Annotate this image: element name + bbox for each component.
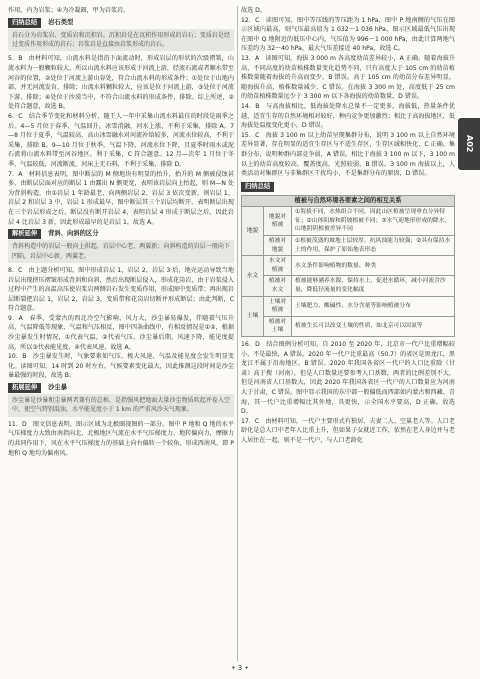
summary-box-rock-types: [8, 18, 234, 52]
right-column: [241, 6, 455, 446]
box-body: 背斜构造中的岩层一般向上拱起，岩层中心老，两翼新；向斜构造的岩层一般向下凹陷，岩层中心新，两翼老。: [12, 243, 230, 260]
answer-16: 16．D 结合图例分析可知，自 2010 至 2020 年，北京市一代户比重增幅较小，不是最快，A 错误。2020 年一代户比重最高（50.7）的省区是黑龙江，黑龙江不属于沿海地区，B 错误。2020 年我国各省区一代户的人口比重除（甘肃）高于搜（河南），但是人口数量还要参考人口基数，两者的比例差别不大，但是河南省人口基数大，因此 2020 年我国各省区一代户的人口数量应为河南大于甘肃，C 错误。图中显示我国的东中部一般偏低而西部如内蒙古和西藏、青海，其一代户比重增幅比其外地，具更快，示全国水平要高，D 正确。故选 D。: [241, 341, 455, 416]
table-subcategory: 地貌对植被: [264, 207, 292, 236]
table-subcategory: 植被对地貌: [264, 236, 292, 256]
left-column: [8, 6, 234, 458]
answer-13: 13．A 读图可知，海拔 3 000 m 各高度幼苗差异较小，A 正确。随着海拔升高，不同高度的幼苗植株数量变化趋势不同，只有高度大于 105 cm 的幼苗植株数量随着海拔的升高而变少，B 错误。高于 105 cm 的幼苗分布差异明显，随海拔升高，植株数量减少，C 错误。在海拔 3 300 m 处，高度低于 25 cm 的幼苗植株数量远少于 3 300 m 以下各海拔的幼苗数量，D 错误。: [241, 54, 455, 101]
table-cell: 植被生长可以改变土壤的性质，如北京可以固氮等: [292, 316, 455, 336]
table-row: [242, 207, 455, 236]
box-title: 沙尘暴: [48, 384, 68, 392]
table-row: [242, 256, 455, 276]
answer-7: 7．A 材料信息表明，图中断层的 M 侧地块有明显的抬升，抬升的 M 侧被侵蚀甚多，由断层层面对应的断层 1 由露出 N 侧更宽，表明该岩层向上抬起，则 M—N 处为背斜构造，由①岩层 1 年龄最老，向两侧岩层 2、岩层 3 依次变新，则岩层 1、岩层 2 和岩层 3 中，岩层 1 形成最早，图中断层其三个岩层均断开，表明断层出现在三个岩层形成之后，断层没有断开岩层 4，表明岩层 4 形成于断层之后，因此岩层 4 比岩层 3 新，因此形成最早的是岩层 1，故选 A。: [8, 170, 234, 226]
page-number: • 3 •: [231, 664, 249, 672]
answer-17: 17．C 由材料可知，一代户主要形式有独居、夫妻二人、空巢老人等。人口老龄化是总人口中老年人比重上升，但如果子女就近工作，依然在老人身边并与老人居住在一起，则不是一代户，与人口老龄化: [241, 417, 455, 444]
table-category: 水文: [242, 256, 264, 296]
answer-10: 10．B 沙尘暴发生时，气象要素如气压、极大风速、气温及能见度会发生明显变化。读图可知，14 时到 20 时左右，气候要素变化最大，因此推测这段时间是沙尘暴最强的时段，故选 B。: [8, 353, 234, 380]
table-row: [242, 276, 455, 296]
answer-6: 6．C 结合季节变化和材料分析，随王人一年中采集山流水料最佳的时段是雨季之后。4—5 月位于春季，气温回升，冰雪消融，河水上涨，不利于采集，排除 A。7—8 月位于夏季，气温较高，高山冰雪融水对河流补给较多，河流水位较高，不利于采集，排除 B。9—10 月位于秋季，气温下降，河流水位下降，且夏季时雨水或泥石流将山流水料带至河谷地区，利于采集，C 符合题意。12 月—次年 1 月位于冬季，气温较低，河流断流，河床上无石料，不利于采集，排除 D。: [8, 112, 234, 168]
section-tab: A02: [458, 118, 480, 170]
box-body: 沙尘暴是沙暴和尘暴两者兼有的总称，是指强风把地面大量沙尘物质吹起并卷入空中，使空气特别混浊，水平能见度小于 1 km 的严重风沙天气现象。: [12, 397, 230, 414]
table-cell: ①海拔不同，水热组合不同，因此山区植被呈现垂直分异特征；②山体阳坡和阴坡植被不同；③水气迎地形形成的降水，山地阴阴植被差异不同: [292, 207, 455, 236]
answer-11: 11．D 图文信息表明，图示区域为北极圈视图的一部分。图中 P 地和 Q 地的水平气压梯度力大致由南指向北，北极地区气流在水平气压梯度力、地转偏向力，摩擦力的共同作用下，风在水平气压梯度力的基础上向右偏转一个较角，形成西南风，即 P 地和 Q 地均为偏南风。: [8, 420, 234, 457]
box-title: 背斜、向斜的区分: [48, 230, 99, 238]
table-category: 地貌: [242, 207, 264, 256]
table-subcategory: 植被对水文: [264, 276, 292, 296]
answer-5: 5．B 由材料可知，山流水料是指沿下面流动时，形成岩层的形状的次级褶皱，山流水料为一般颗粒较大，所以山流水料应该形成于河流上游，经流石流或者顺水带至河谷的位置，②处位于河流上游山谷处，符合山流水料的形成条件；①处位于山地内部，并无河流发育，排除；山流水料颗粒较大，应该是位于河流上游，③处位于河流下游，排除；④处位于沙漠当中，不符合山流水料的形成条件，排除。综上所述，②处符合题意，故选 B。: [8, 55, 234, 111]
extension-box-sandstorm: [8, 383, 234, 417]
table-subcategory: 土壤对植被: [264, 296, 292, 316]
table-subcategory: 植被对土壤: [264, 316, 292, 336]
answer-14: 14．B 与高海拔相比，低海拔处降水总量不一定更多，海拔低，热量条件优越，适宜生存的自然环境相对较好，种内竞争更加激烈；相比于高海拔地区，低海拔处温度变化更小，D 错误。: [241, 102, 455, 130]
answer-12: 12．C 读图可知，图中等压线的等压距为 1 hPa，图中 P 地南侧的气压在图示区域内最高，则气压最高值为 1 032～1 036 hPa，图示区域最低气压出现在图中 Q 地附近的低压中心内，气压值为 996～1 000 hPa，由此计算两地气压差约为 32～40 hPa，最大气压差接近 40 hPa，故选 C。: [241, 16, 455, 53]
answer-15: 15．C 海拔 3 100 m 以上幼苗呈现集群分布，说明 3 100 m 以上自然环境差异显著，存在明显的适宜生存区与不适生存区，生存区域相快化，C 正确。集群分布，说明种群内部竞争弱，A 错误。相比于海拔 3 100 m 以下，3 100 m 以上的幼苗高度较高，覆盖度高，光照较弱，B 错误。3 100 m 海拔以上，人类活动对集群区与非集群区干扰均小，不是集群分布的原因，D 错误。: [241, 131, 455, 178]
table-cell: 水文条件影响植物的数量、种类: [292, 256, 455, 276]
vegetation-relations-table: [241, 195, 455, 337]
box-body: 岩石分为岩浆岩、变质岩和沉积岩。沉积岩是在沉积作用形成的岩石；变质岩是经过变质作用形成的岩石；岩浆岩是直接由岩浆形成的岩石。: [12, 31, 230, 48]
box-label: 解析延伸: [8, 229, 41, 239]
box-label: 拓展延伸: [8, 383, 41, 393]
table-cell: 土壤肥力、酸碱性、水分含量等影响植被分布: [292, 296, 455, 316]
extension-box-folds: [8, 229, 234, 263]
table-title: 植被与自然环境各要素之间的相互关系: [242, 195, 455, 207]
table-row: [242, 316, 455, 336]
table-cell: 植被能够涵养水源，保持水土，促进水循环，减小河流含沙量，降低径流量的变化幅度: [292, 276, 455, 296]
box-label: 归纳总结: [241, 182, 274, 192]
table-subcategory: 水文对植被: [264, 256, 292, 276]
table-caption-row: [242, 195, 455, 207]
table-row: [242, 236, 455, 256]
table-cell: ①植被茂盛的坡地土层较厚，抗风蚀能力较强；②具有保持水土的作用，保护了原始地表形态: [292, 236, 455, 256]
table-category: 土壤: [242, 296, 264, 336]
answer-8: 8．C 由上题分析可知，图中形成岩层 1，岩层 2，岩层 3 后，地壳运动导致当地岩层出现挤压褶皱形成背斜和向斜，然后出现断层侵入，形成花岗岩，由于岩浆侵入过程中产生的高温高压使岩浆岩两侧岩石发生变质作用，形成图中变质带；再出现岩层断裂把岩层 1，岩层 2，岩层 3，变质带和花岗岩切断并形成断层；由此判断，C 符合题意。: [8, 266, 234, 313]
column-divider: [237, 6, 238, 661]
answer-9: 9．A 春季，受蒙古的西北冷空气影响，风力大，沙尘暴易爆发，伴随着气压升高，气温降低等现象，气温和气压相反，图中四条曲线中，有相反情况是①②，根据沙尘暴发生时情况，①代表气温，②代表气压，沙尘暴后期，风速下降，能见度提高，所以③代表能见度，④代表风速，故选 A。: [8, 314, 234, 351]
answer-text: 作用，内为岩浆；④为冷凝圈，甲为岩浆岩。: [8, 7, 130, 14]
table-row: [242, 296, 455, 316]
answer-11-end: 故选 D。: [241, 7, 266, 14]
box-label: 归纳总结: [8, 18, 41, 28]
box-title: 岩石类型: [48, 18, 74, 26]
table-header: [241, 182, 455, 192]
